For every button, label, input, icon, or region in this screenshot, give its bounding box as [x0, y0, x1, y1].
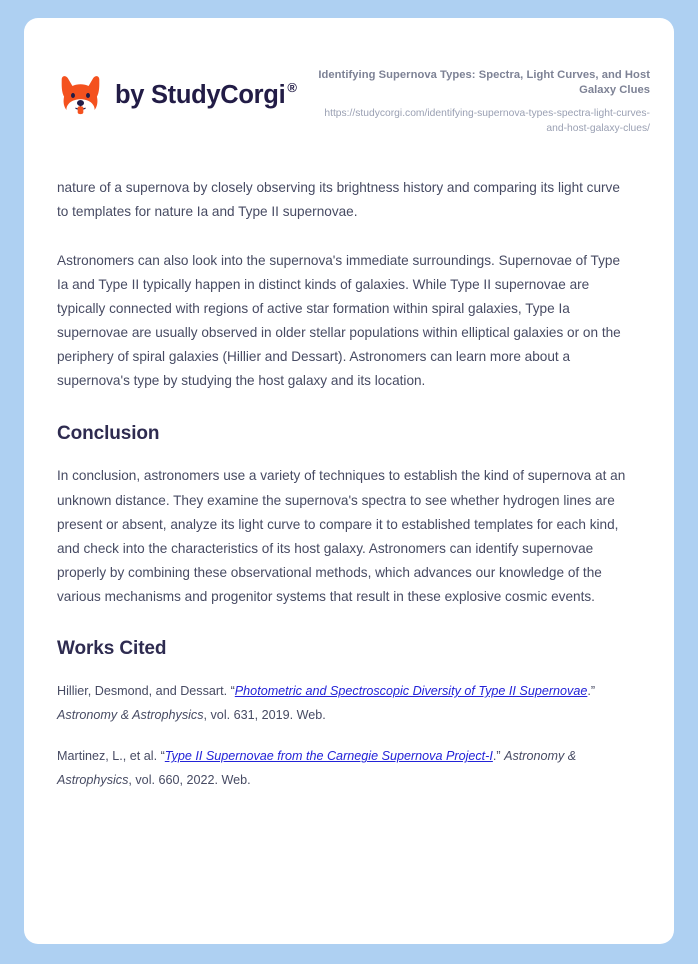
brand-logo-block	[57, 66, 297, 119]
citation-link[interactable]: Type II Supernovae from the Carnegie Supernova Project-I	[164, 749, 493, 764]
citation-tail: , vol. 631, 2019. Web.	[203, 707, 326, 722]
citation-author: Hillier, Desmond, and Dessart. “	[57, 684, 235, 699]
page-title: Identifying Supernova Types: Spectra, Light Curves, and Host Galaxy Clues	[318, 69, 650, 97]
paragraph-host-galaxy: Astronomers can also look into the supernova's immediate surroundings. Supernovae of Type Ia and Type II typically happen in distinct kinds of galaxies. While Type II supernovae are typically connected with regions of active star formation within spiral galaxies, Type Ia supernovae are usually observed in older stellar populations within elliptical galaxies or on the periphery of spiral galaxies (Hillier and Dessart). Astronomers can learn more about a supernova's type by studying the host galaxy and its location.	[57, 252, 621, 389]
corgi-face-logo-icon	[57, 72, 104, 119]
heading-works-cited: Works Cited	[57, 638, 167, 660]
citation-journal: Astronomy & Astrophysics	[57, 707, 204, 722]
heading-conclusion: Conclusion	[57, 422, 160, 444]
citation-link[interactable]: Photometric and Spectroscopic Diversity of Type II Supernovae	[234, 684, 588, 699]
paragraph-conclusion: In conclusion, astronomers use a variety of techniques to establish the kind of supernova at an unknown distance. They examine the supernova's spectra to see whether hydrogen lines are present or absent, analyze its light curve to compare it to established templates for each kind, and check into the characteristics of its host galaxy. Astronomers can identify supernovae properly by combining these observational methods, which advances our knowledge of the various mechanisms and progenitor systems that result in these explosive cosmic events.	[57, 468, 626, 605]
document-page-card	[24, 18, 674, 944]
citation-author: Martinez, L., et al. “	[57, 749, 165, 764]
citation-entry	[57, 680, 630, 727]
registered-trademark-icon: ®	[287, 79, 297, 95]
citation-after-link: .”	[587, 684, 596, 699]
header-meta	[310, 66, 650, 136]
citation-after-link: .”	[492, 749, 505, 764]
brand-wordmark	[115, 79, 297, 109]
paragraph-continuation: nature of a supernova by closely observing its brightness history and comparing its light curve to templates for nature Ia and Type II supernovae.	[57, 180, 620, 220]
brand-name: by StudyCorgi	[115, 80, 286, 109]
citation-tail: , vol. 660, 2022. Web.	[128, 773, 251, 788]
document-header	[24, 18, 674, 136]
citation-entry	[57, 745, 630, 792]
citation-journal: Astronomy & Astrophysics	[57, 749, 577, 788]
page-url[interactable]: https://studycorgi.com/identifying-supernova-types-spectra-light-curves-and-host-galaxy-clues/	[324, 107, 650, 134]
document-body	[24, 136, 674, 793]
